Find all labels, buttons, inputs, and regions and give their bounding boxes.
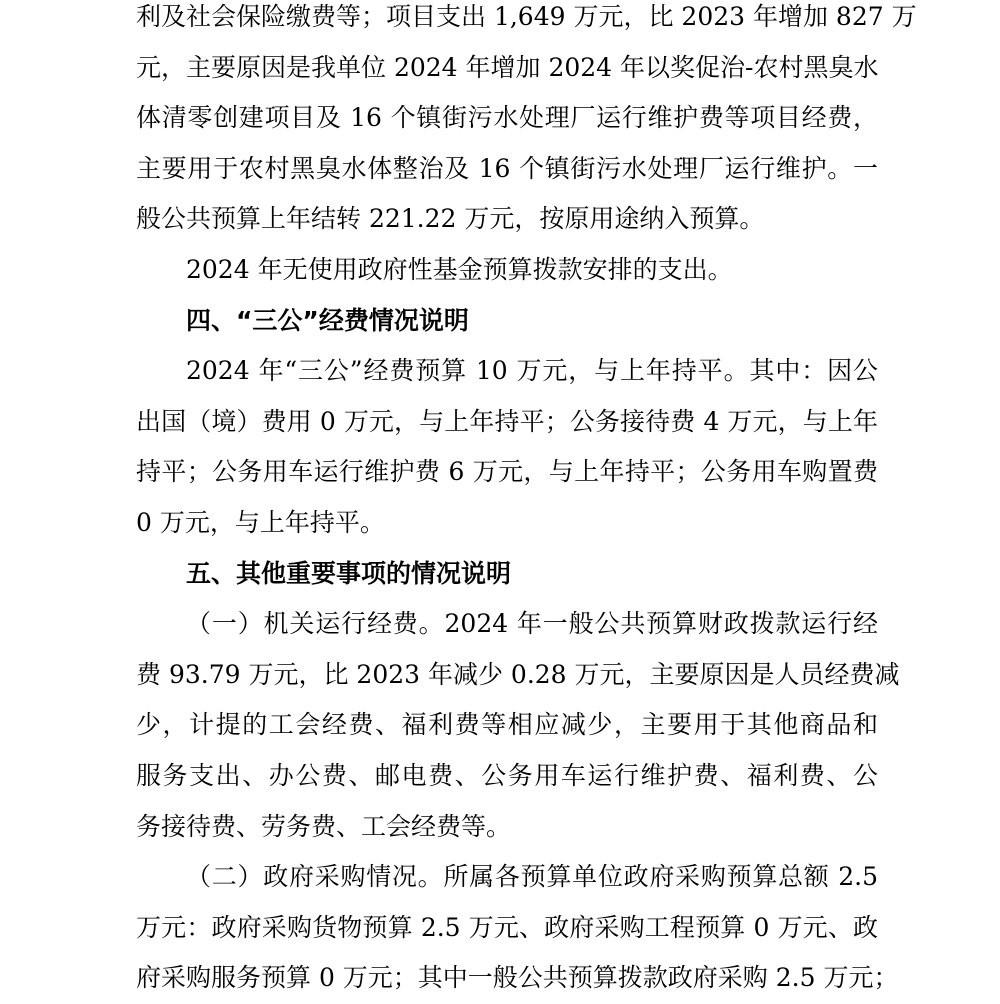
paragraph-line-17: 务接待费、劳务费、工会经费等。 (136, 811, 512, 841)
section-heading-five: 五、其他重要事项的情况说明 (186, 558, 512, 588)
paragraph-line-2: 元，主要原因是我单位 2024 年增加 2024 年以奖促治-农村黑臭水 (136, 52, 879, 82)
paragraph-line-15: 少，计提的工会经费、福利费等相应减少，主要用于其他商品和 (136, 710, 878, 740)
paragraph-line-5: 般公共预算上年结转 221.22 万元，按原用途纳入预算。 (136, 204, 765, 234)
paragraph-line-3: 体清零创建项目及 16 个镇街污水处理厂运行维护费等项目经费， (136, 103, 878, 133)
section-heading-four: 四、“三公”经费情况说明 (186, 305, 469, 335)
paragraph-line-10: 持平；公务用车运行维护费 6 万元，与上年持平；公务用车购置费 (136, 457, 878, 487)
paragraph-line-13: （一）机关运行经费。2024 年一般公共预算财政拨款运行经 (186, 609, 878, 639)
document-page (136, 0, 917, 1004)
paragraph-line-4: 主要用于农村黑臭水体整治及 16 个镇街污水处理厂运行维护。一 (136, 153, 878, 183)
paragraph-line-1: 利及社会保险缴费等；项目支出 1,649 万元，比 2023 年增加 827 万 (136, 2, 917, 31)
paragraph-line-11: 0 万元，与上年持平。 (136, 507, 385, 537)
paragraph-line-9: 出国（境）费用 0 万元，与上年持平；公务接待费 4 万元，与上年 (136, 406, 878, 436)
paragraph-line-18: （二）政府采购情况。所属各预算单位政府采购预算总额 2.5 (186, 862, 878, 892)
paragraph-line-20: 府采购服务预算 0 万元；其中一般公共预算拨款政府采购 2.5 万元； (136, 963, 899, 993)
paragraph-line-14: 费 93.79 万元，比 2023 年减少 0.28 万元，主要原因是人员经费减 (136, 659, 900, 689)
paragraph-line-6: 2024 年无使用政府性基金预算拨款安排的支出。 (186, 254, 733, 284)
paragraph-line-8: 2024 年“三公”经费预算 10 万元，与上年持平。其中：因公 (186, 356, 878, 386)
paragraph-line-16: 服务支出、办公费、邮电费、公务用车运行维护费、福利费、公 (136, 760, 878, 790)
paragraph-line-19: 万元：政府采购货物预算 2.5 万元、政府采购工程预算 0 万元、政 (136, 912, 878, 942)
